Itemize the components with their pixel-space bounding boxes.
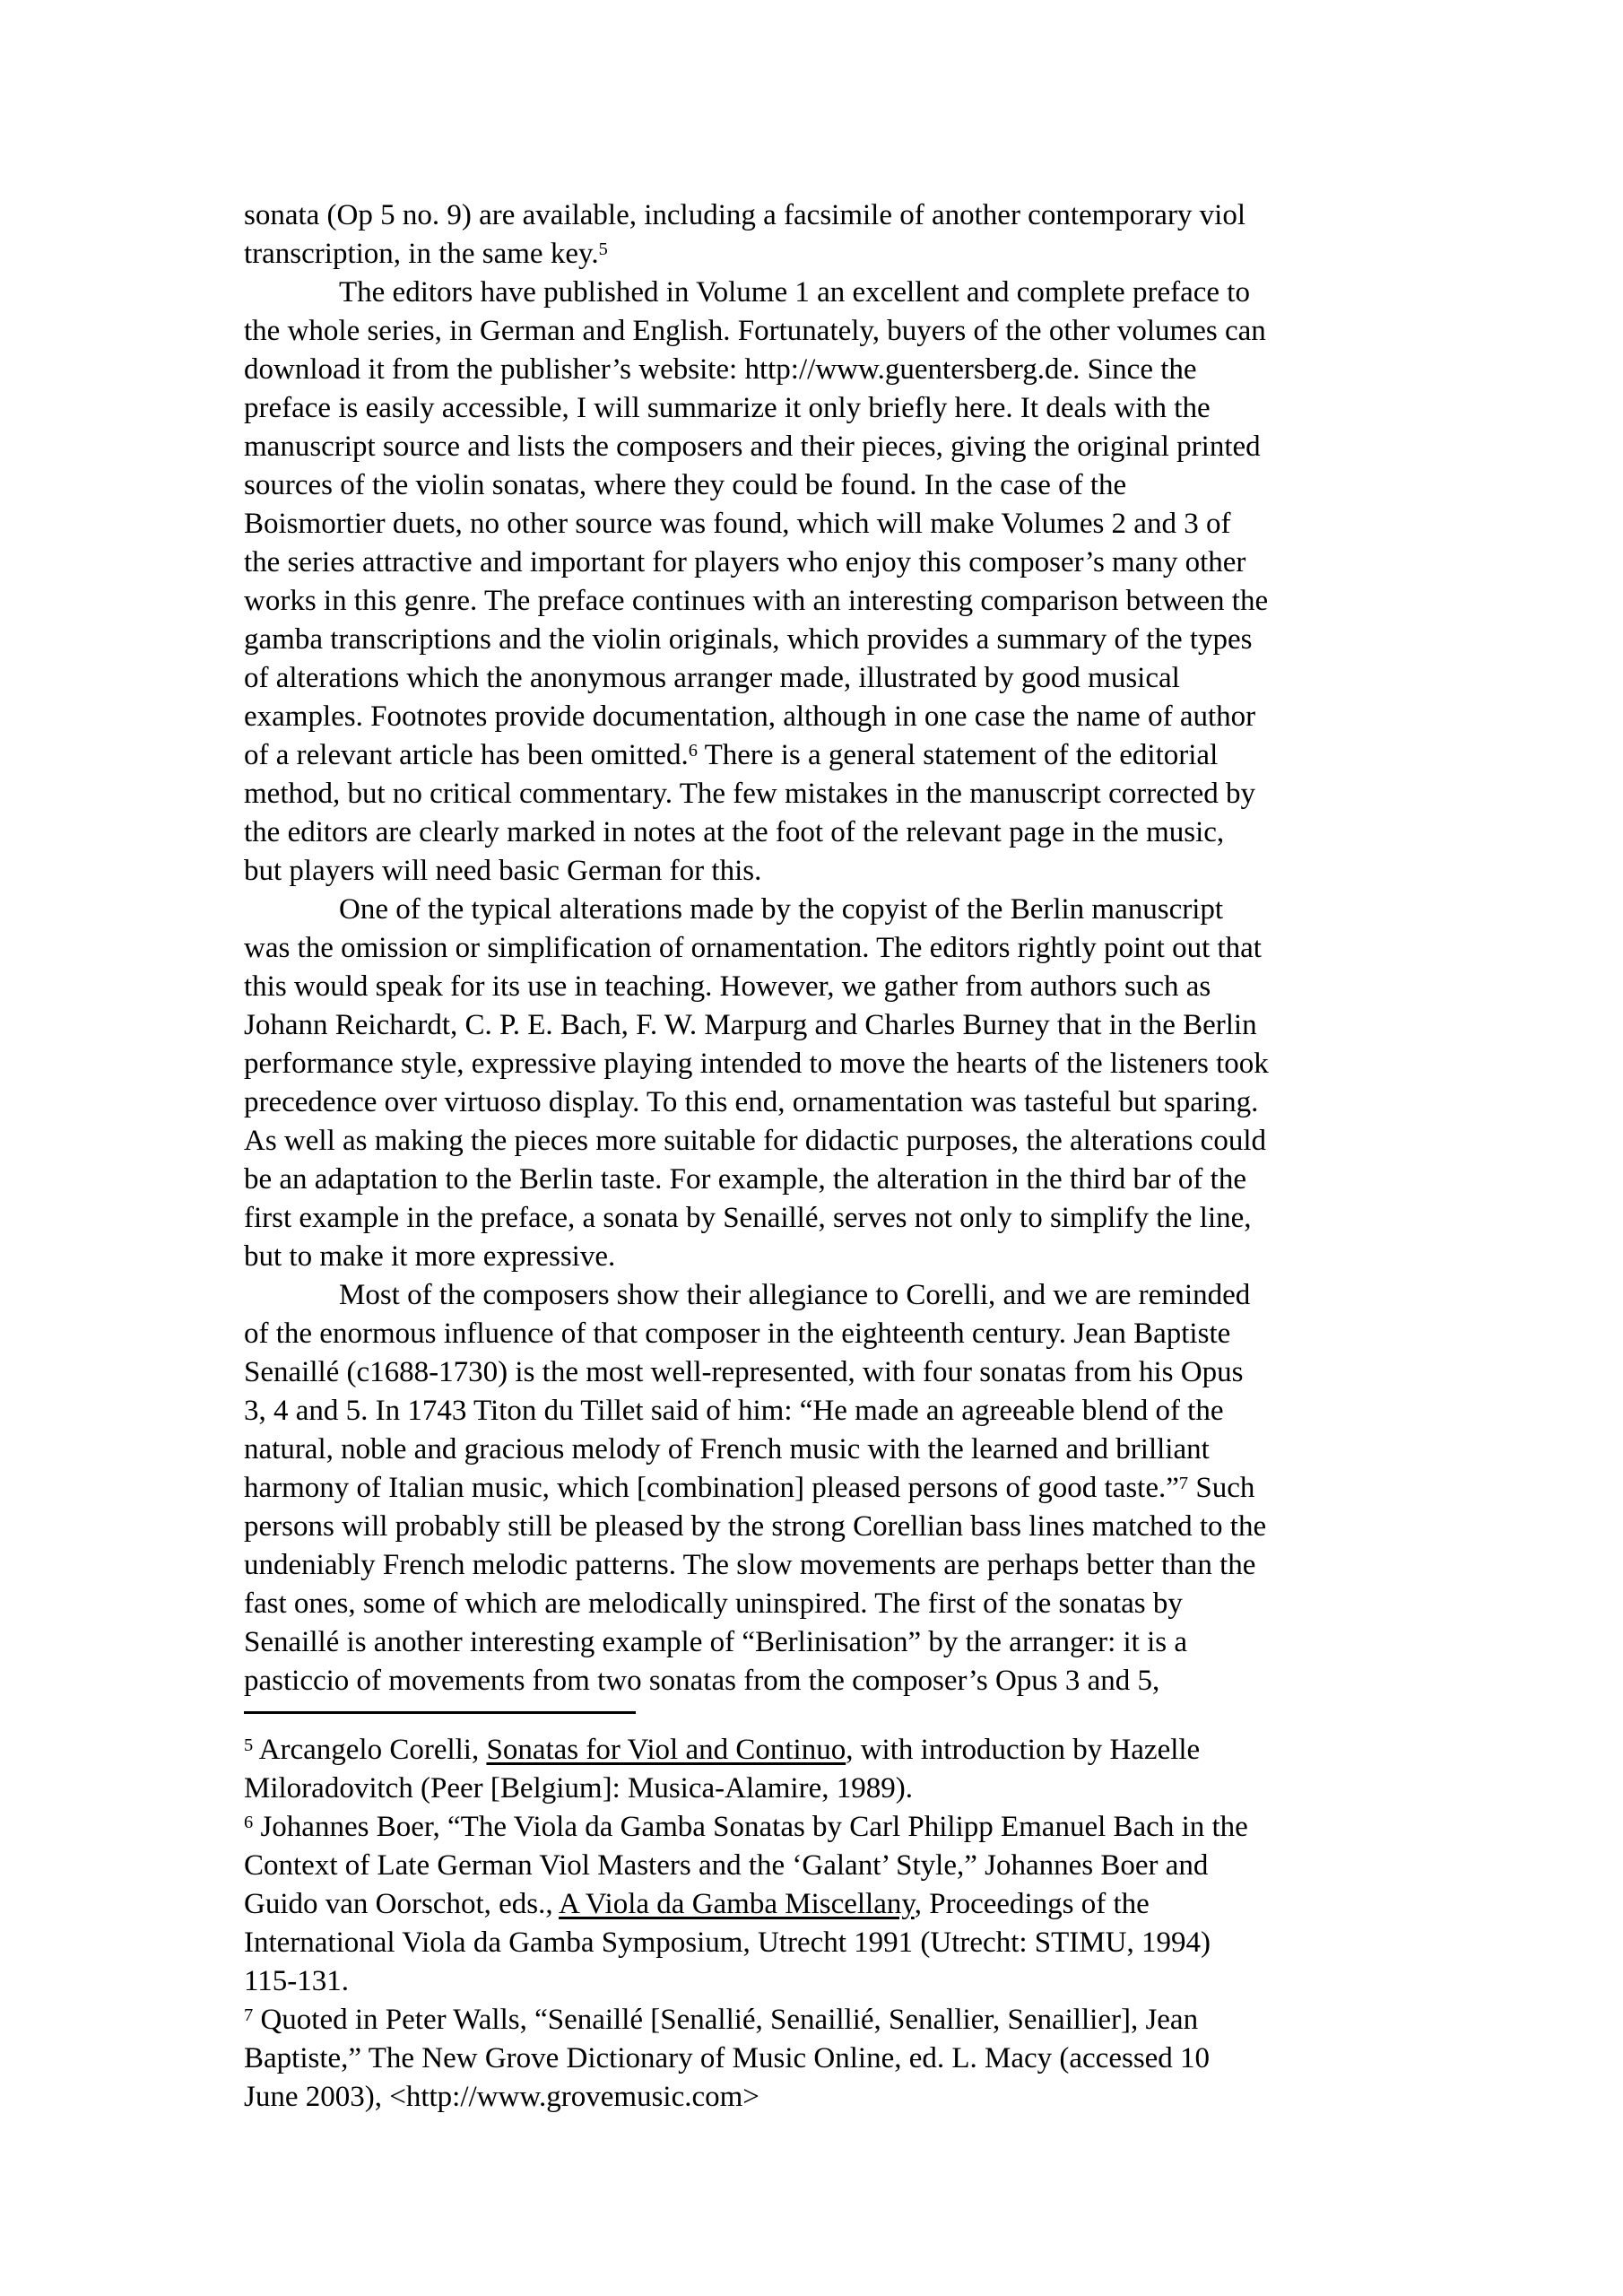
body-line: [244, 1431, 1436, 1469]
text-segment: There is a general statement of the editorial: [697, 739, 1219, 771]
body-line: [244, 929, 1436, 968]
body-line: [244, 1508, 1436, 1546]
body-line: [244, 1469, 1436, 1508]
footnote-line: [244, 1847, 1436, 1885]
body-line: [244, 891, 1436, 929]
body-line: [244, 968, 1436, 1006]
body-line: [244, 1238, 1436, 1276]
text-segment: The editors have published in Volume 1 an excellent and complete preface to: [339, 276, 1250, 309]
text-segment: was the omission or simplification of ornamentation. The editors rightly point out that: [244, 932, 1262, 964]
text-segment: of alterations which the anonymous arranger made, illustrated by good musical: [244, 662, 1180, 694]
body-line: [244, 1083, 1436, 1122]
text-segment: International Viola da Gamba Symposium, Utrecht 1991 (Utrecht: STIMU, 1994): [244, 1926, 1211, 1959]
text-segment: the whole series, in German and English. Fortunately, buyers of the other volumes can: [244, 315, 1266, 347]
text-segment: transcription, in the same key.: [244, 238, 599, 270]
body-line: [244, 1276, 1436, 1315]
text-segment: Miloradovitch (Peer [Belgium]: Musica-Alamire, 1989).: [244, 1772, 913, 1805]
text-segment: of the enormous influence of that composer in the eighteenth century. Jean Baptiste: [244, 1318, 1231, 1350]
body-line: [244, 813, 1436, 852]
text-segment: Arcangelo Corelli,: [253, 1734, 487, 1766]
text-segment: examples. Footnotes provide documentation, although in one case the name of author: [244, 700, 1256, 733]
text-segment: harmony of Italian music, which [combination] pleased persons of good taste.”: [244, 1472, 1179, 1504]
text-segment: Quoted in Peter Walls, “Senaillé [Senallié, Senaillié, Senallier, Senaillier], Jean: [253, 2004, 1199, 2036]
body-line: [244, 1585, 1436, 1623]
footnote-line: [244, 1885, 1436, 1924]
body-line: [244, 621, 1436, 659]
text-segment: 115-131.: [244, 1965, 350, 1997]
underlined-title: Sonatas for Viol and Continuo: [486, 1734, 846, 1766]
footnote-line: [244, 1924, 1436, 1962]
body-line: [244, 466, 1436, 505]
body-line: [244, 389, 1436, 428]
body-line: [244, 659, 1436, 698]
body-line: [244, 775, 1436, 813]
text-segment: , Proceedings of the: [914, 1888, 1150, 1920]
footnote-separator: [244, 1711, 636, 1714]
footnotes: [244, 1731, 1436, 2117]
body-line: [244, 1623, 1436, 1662]
text-segment: 3, 4 and 5. In 1743 Titon du Tillet said of him: “He made an agreeable blend of the: [244, 1395, 1224, 1427]
body-line: [244, 1199, 1436, 1238]
text-segment: , with introduction by Hazelle: [846, 1734, 1201, 1766]
text-segment: of a relevant article has been omitted.: [244, 739, 689, 771]
text-segment: sources of the violin sonatas, where they could be found. In the case of the: [244, 469, 1127, 501]
underlined-title: A Viola da Gamba Miscellany: [559, 1888, 915, 1920]
text-segment: performance style, expressive playing intended to move the hearts of the listeners took: [244, 1048, 1269, 1080]
text-segment: sonata (Op 5 no. 9) are available, including a facsimile of another contemporary viol: [244, 199, 1246, 231]
text-segment: this would speak for its use in teaching. However, we gather from authors such as: [244, 970, 1211, 1003]
body-line: [244, 1122, 1436, 1161]
text-segment: undeniably French melodic patterns. The slow movements are perhaps better than the: [244, 1549, 1256, 1581]
text-segment: Guido van Oorschot, eds.,: [244, 1888, 560, 1920]
text-segment: be an adaptation to the Berlin taste. For example, the alteration in the third bar of the: [244, 1163, 1246, 1196]
text-segment: manuscript source and lists the composers and their pieces, giving the original printed: [244, 430, 1261, 463]
body-line: [244, 428, 1436, 466]
footnote-ref: 5: [598, 239, 608, 259]
text-segment: gamba transcriptions and the violin originals, which provides a summary of the types: [244, 623, 1253, 656]
footnote-line: [244, 2001, 1436, 2039]
text-segment: precedence over virtuoso display. To this end, ornamentation was tasteful but sparing.: [244, 1086, 1259, 1118]
body-line: [244, 736, 1436, 775]
body-text: [244, 196, 1436, 1700]
body-line: [244, 1315, 1436, 1353]
footnote-line: [244, 1962, 1436, 2001]
body-line: [244, 582, 1436, 621]
text-segment: Context of Late German Viol Masters and the ‘Galant’ Style,” Johannes Boer and: [244, 1849, 1209, 1882]
footnote-ref: 7: [1178, 1473, 1189, 1493]
footnote-line: [244, 2078, 1436, 2117]
text-segment: pasticcio of movements from two sonatas from the composer’s Opus 3 and 5,: [244, 1665, 1160, 1697]
text-segment: One of the typical alterations made by the copyist of the Berlin manuscript: [339, 893, 1224, 926]
body-line: [244, 1006, 1436, 1045]
text-segment: the series attractive and important for players who enjoy this composer’s many other: [244, 546, 1246, 578]
text-segment: but players will need basic German for this.: [244, 855, 762, 887]
body-line: [244, 235, 1436, 274]
body-line: [244, 698, 1436, 736]
body-line: [244, 1353, 1436, 1392]
text-segment: but to make it more expressive.: [244, 1240, 616, 1273]
text-segment: works in this genre. The preface continues with an interesting comparison between the: [244, 585, 1269, 617]
body-line: [244, 312, 1436, 351]
text-segment: Boismortier duets, no other source was found, which will make Volumes 2 and 3 of: [244, 508, 1231, 540]
body-line: [244, 1662, 1436, 1700]
text-segment: method, but no critical commentary. The few mistakes in the manuscript corrected by: [244, 778, 1256, 810]
footnote-ref: 6: [244, 1812, 254, 1832]
text-segment: the editors are clearly marked in notes at the foot of the relevant page in the music,: [244, 816, 1225, 848]
body-line: [244, 852, 1436, 891]
text-segment: natural, noble and gracious melody of French music with the learned and brilliant: [244, 1433, 1210, 1465]
text-segment: Such: [1188, 1472, 1255, 1504]
footnote-line: [244, 1731, 1436, 1770]
text-segment: As well as making the pieces more suitable for didactic purposes, the alterations could: [244, 1125, 1266, 1157]
footnote-ref: 6: [688, 740, 698, 761]
text-segment: preface is easily accessible, I will summarize it only briefly here. It deals with the: [244, 392, 1211, 424]
body-line: [244, 1546, 1436, 1585]
text-segment: fast ones, some of which are melodically uninspired. The first of the sonatas by: [244, 1587, 1183, 1620]
text-segment: Johannes Boer, “The Viola da Gamba Sonatas by Carl Philipp Emanuel Bach in the: [253, 1811, 1248, 1843]
text-segment: persons will probably still be pleased by the strong Corellian bass lines matched to the: [244, 1510, 1267, 1543]
body-line: [244, 1161, 1436, 1199]
text-segment: Senaillé (c1688-1730) is the most well-represented, with four sonatas from his Opus: [244, 1356, 1244, 1388]
body-line: [244, 505, 1436, 544]
footnote-line: [244, 1808, 1436, 1847]
body-line: [244, 544, 1436, 582]
footnote-line: [244, 2039, 1436, 2078]
body-line: [244, 274, 1436, 312]
body-line: [244, 196, 1436, 235]
text-segment: Most of the composers show their allegiance to Corelli, and we are reminded: [339, 1279, 1251, 1311]
text-segment: June 2003), <http://www.grovemusic.com>: [244, 2081, 759, 2113]
footnote-ref: 5: [244, 1735, 254, 1755]
text-segment: download it from the publisher’s website: http://www.guentersberg.de. Since the: [244, 353, 1197, 386]
footnote-line: [244, 1770, 1436, 1808]
body-line: [244, 1392, 1436, 1431]
body-line: [244, 1045, 1436, 1083]
text-segment: Baptiste,” The New Grove Dictionary of Music Online, ed. L. Macy (accessed 10: [244, 2042, 1211, 2074]
footnote-ref: 7: [244, 2005, 254, 2025]
text-segment: first example in the preface, a sonata by Senaillé, serves not only to simplify the line,: [244, 1202, 1252, 1234]
text-segment: Johann Reichardt, C. P. E. Bach, F. W. Marpurg and Charles Burney that in the Berlin: [244, 1009, 1257, 1041]
text-segment: Senaillé is another interesting example of “Berlinisation” by the arranger: it is a: [244, 1626, 1187, 1658]
body-line: [244, 351, 1436, 389]
